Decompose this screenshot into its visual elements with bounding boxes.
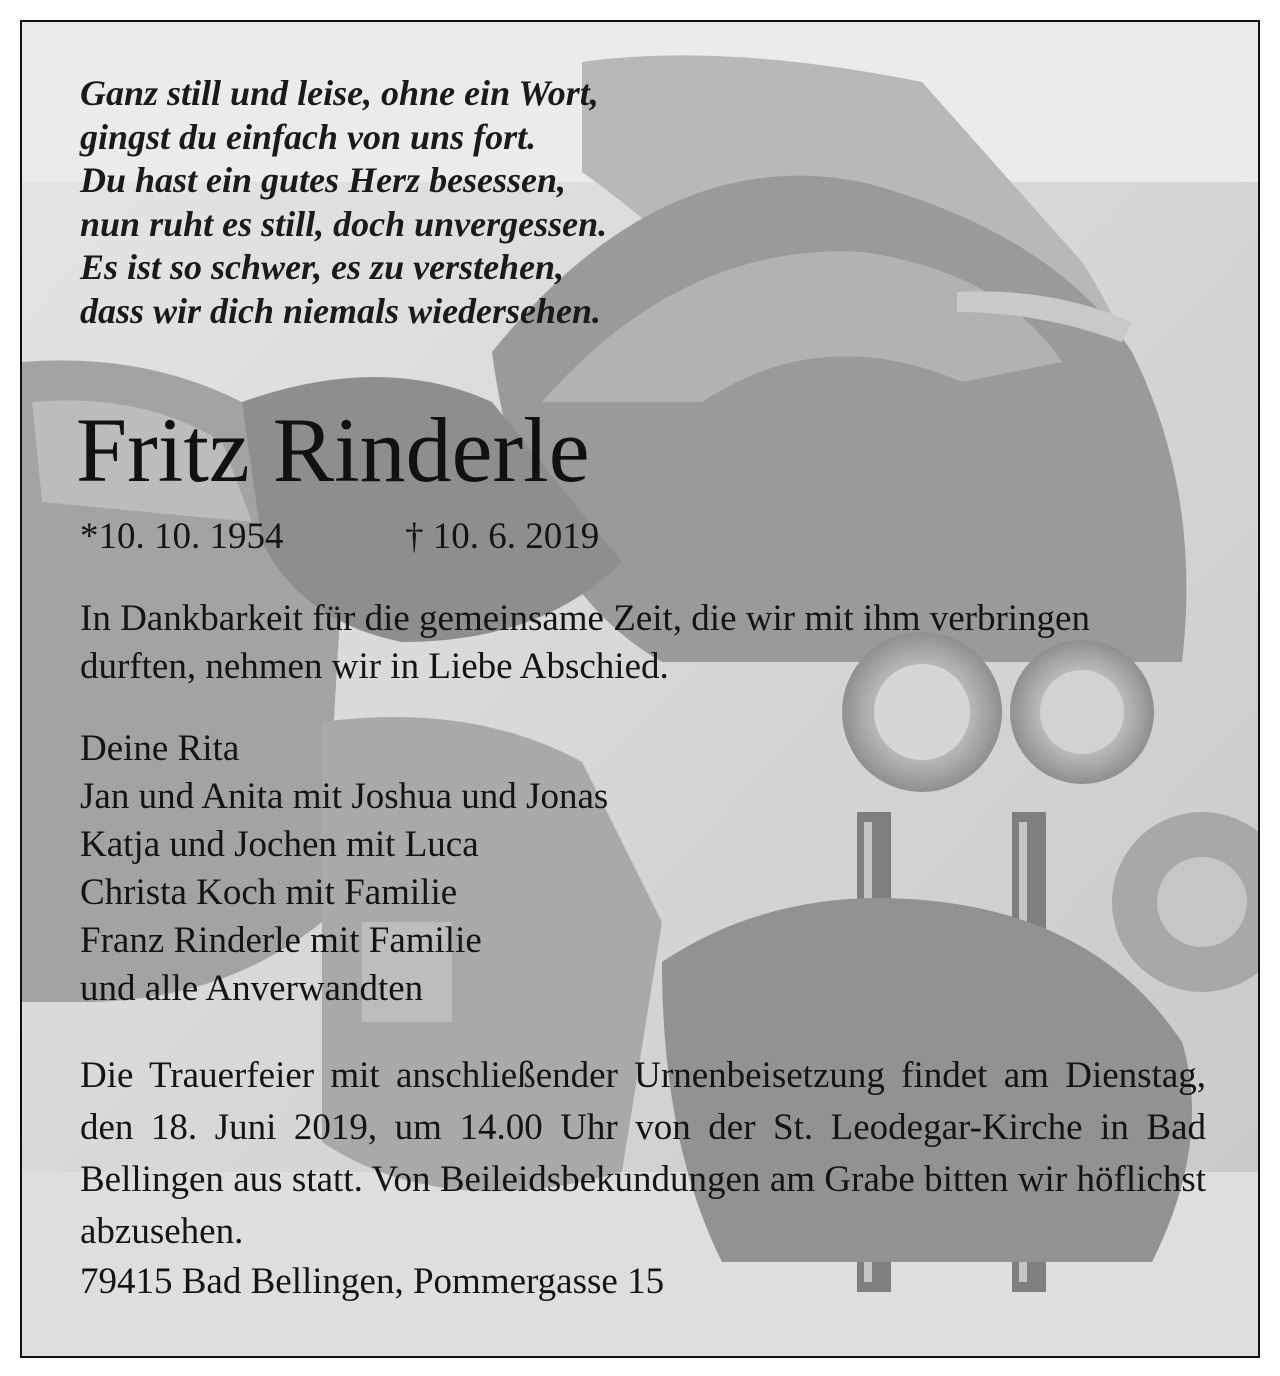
mourner-line: und alle Anverwandten xyxy=(80,968,424,1009)
funeral-details: Die Trauerfeier mit anschließender Urnenbeisetzung findet am Dienstag, den 18. Juni 2019, um 14.00 Uhr von der St. Leodegar-Kirche in Bad Bellingen aus statt. Von Beileidsbekundungen am Grabe bitten wir höflichst abzusehen. xyxy=(80,1055,1206,1252)
mourner-line: Katja und Jochen mit Luca xyxy=(80,824,479,865)
mourner-line: Deine Rita xyxy=(80,728,240,769)
poem-line: nun ruht es still, doch unvergessen. xyxy=(80,203,608,244)
poem-line: Es ist so schwer, es zu verstehen, xyxy=(80,247,565,287)
poem-line: Du hast ein gutes Herz besessen, xyxy=(80,160,567,200)
mourners-list xyxy=(80,725,608,1013)
address: 79415 Bad Bellingen, Pommergasse 15 xyxy=(80,1261,665,1302)
poem-line: gingst du einfach von uns fort. xyxy=(80,116,537,157)
poem-line: dass wir dich niemals wiedersehen. xyxy=(80,290,602,331)
death-date: † 10. 6. 2019 xyxy=(405,516,600,557)
deceased-name: Fritz Rinderle xyxy=(76,399,590,501)
poem xyxy=(80,72,607,333)
obituary-notice xyxy=(20,20,1260,1358)
poem-line: Ganz still und leise, ohne ein Wort, xyxy=(80,73,599,113)
mourner-line: Jan und Anita mit Joshua und Jonas xyxy=(80,776,609,817)
birth-date: *10. 10. 1954 xyxy=(80,516,284,557)
mourner-line: Franz Rinderle mit Familie xyxy=(80,920,482,961)
thanks-text: In Dankbarkeit für die gemeinsame Zeit, die wir mit ihm verbringen durften, nehmen wir in Liebe Abschied. xyxy=(80,598,1090,687)
mourner-line: Christa Koch mit Familie xyxy=(80,872,458,913)
